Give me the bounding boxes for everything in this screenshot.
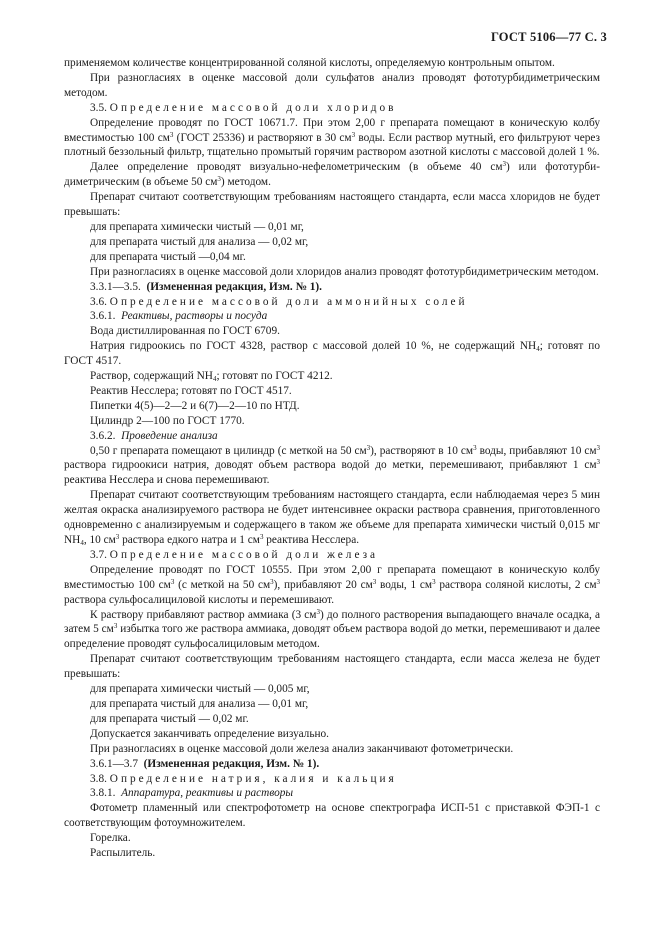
revision-note: 3.3.1—3.5. (Измененная редакция, Изм. № 1). [90,280,322,293]
paragraph: Определение проводят по ГОСТ 10555. При этом 2,00 г препарата помещают в коническую колбу вместимостью 100 $см^3$ (с меткой на 50 $см^3$), прибавляют 20 $см^3$ воды, 1 $см^3$ раствора соляной кислоты, 2 $см^3$ раствора сульфосалициловой кислоты и перемешивают. [64,563,600,606]
document-body [64,56,600,861]
list-item: Раствор, содержащий $NH_4$; готовят по ГОСТ 4212. [90,370,333,384]
list-item: Допускается заканчивать определение визуально. [90,727,329,740]
paragraph: При разногласиях в оценке массовой доли хлоридов анализ проводят фототурбидиметрическим методом. [90,265,599,278]
section-heading: 3.6. Определение массовой доли аммонийных солей [90,295,468,308]
paragraph: К раствору прибавляют раствор аммиака (3 $см^3$) до полного растворения выпадающего вначале осадка, а затем 5 $см^3$ избытка того же раствора аммиака, доводят объем раствора водой до метки, перемешивают и далее определение проводят сульфосалициловым методом. [64,607,600,651]
section-heading: 3.7. Определение массовой доли железа [90,548,379,561]
page-header: ГОСТ 5106—77 С. 3 [490,30,607,44]
paragraph: При разногласиях в оценке массовой доли сульфатов анализ проводят фототурбидиметрическим методом. [64,71,600,99]
paragraph: Фотометр пламенный или спектрофотометр на основе спектрографа ИСП-51 с приставкой ФЭП-1 с соответствующим фотоумножителем. [64,802,600,830]
list-item: Горелка. [90,832,131,845]
section-heading: 3.5. Определение массовой доли хлоридов [90,101,397,114]
paragraph: Далее определение проводят визуально-нефелометрическим (в объеме 40 $см^3$) или фототурбидиметрическим (в объеме 50 $см^3$) методом. [64,160,600,189]
paragraph: Препарат считают соответствующим требованиям настоящего стандарта, если наблюдаемая через 5 мин желтая окраска анализируемого раствора не будет интенсивнее окраски раствора сравнения, приготовленного одновременно с анализируемым и содержащего в таком же объеме для препарата химически чистый 0,015 мг $NH_4$, 10 $см^3$ раствора едкого натра и 1 $см^3$ реактива Несслера. [64,489,600,547]
list-item: для препарата химически чистый — 0,01 мг, [90,220,304,233]
paragraph: Натрия гидроокись по ГОСТ 4328, раствор с массовой долей 10 %, не содержащий $NH_4$; готовят по ГОСТ 4517. [64,340,600,368]
list-item: для препарата химически чистый — 0,005 мг, [90,683,310,696]
section-heading: 3.8. Определение натрия, калия и кальция [90,772,397,785]
revision-note: 3.6.1—3.7 (Измененная редакция, Изм. № 1). [90,757,320,770]
subsection-heading: 3.6.2. Проведение анализа [90,429,218,442]
paragraph: Препарат считают соответствующим требованиям настоящего стандарта, если масса хлоридов не будет превышать: [64,191,600,219]
paragraph: Препарат считают соответствующим требованиям настоящего стандарта, если масса железа не будет превышать: [64,653,600,681]
list-item: Распылитель. [90,847,156,860]
list-item: для препарата чистый — 0,02 мг. [90,712,249,725]
list-item: При разногласиях в оценке массовой доли железа анализ заканчивают фотометрически. [90,742,514,755]
list-item: Вода дистиллированная по ГОСТ 6709. [90,325,280,338]
list-item: для препарата чистый для анализа — 0,02 мг, [90,235,309,248]
list-item: Реактив Несслера; готовят по ГОСТ 4517. [90,384,292,397]
paragraph: 0,50 г препарата помещают в цилиндр (с меткой на 50 $см^3$), растворяют в 10 $см^3$ воды, прибавляют 10 $см^3$ раствора гидроокиси натрия, доводят объем раствора водой до метки, перемешивают, прибавляют 1 $см^3$ реактива Несслера и снова перемешивают. [64,443,600,487]
list-item: Пипетки 4(5)—2—2 и 6(7)—2—10 по НТД. [90,399,300,412]
list-item: для препарата чистый —0,04 мг. [90,250,246,263]
subsection-heading: 3.8.1. Аппаратура, реактивы и растворы [90,787,294,800]
list-item: для препарата чистый для анализа — 0,01 мг, [90,697,309,710]
list-item: Цилиндр 2—100 по ГОСТ 1770. [90,414,245,427]
paragraph: применяемом количестве концентрированной соляной кислоты, определяемую контрольным опытом. [64,57,555,69]
subsection-heading: 3.6.1. Реактивы, растворы и посуда [90,310,268,323]
paragraph: Определение проводят по ГОСТ 10671.7. При этом 2,00 г препарата помещают в коническую колбу вместимостью 100 $см^3$ (ГОСТ 25336) и растворяют в 30 $см^3$ воды. Если раствор мутный, его фильтруют через плотный беззольный фильтр, тщательно промытый горячим раствором азотной кислоты с массовой долей 1 %. [64,116,600,159]
